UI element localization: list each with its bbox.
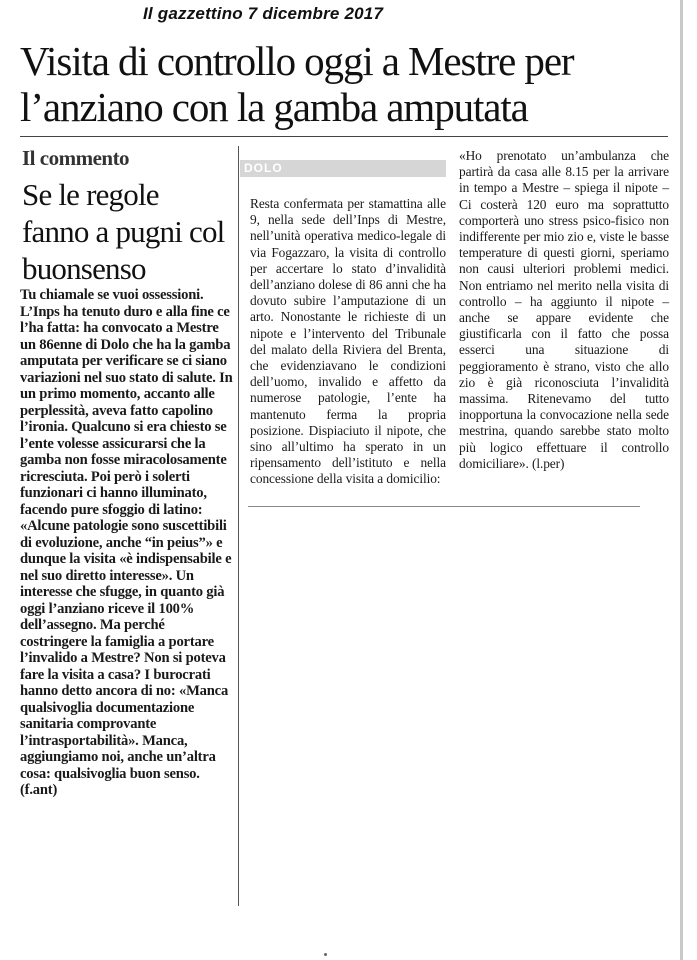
place-tag [240,160,446,177]
article-bottom-rule [248,506,640,507]
article-column-2: «Ho prenotato un’ambulanza che partirà da casa alle 8.15 per la arrivare in tempo a Mestre – spiega il nipote – Ci costerà 120 euro ma soprattutto comporterà uno stress psico-fisico non indifferente per mio zio e, viste le basse temperature di questi giorni, speriamo non causi ulteriori problemi medici. Non entriamo nel merito nella visita di controllo – ha aggiunto il nipote – anche se appare evidente che giustificarla con il fatto che possa esserci una situazione di peggioramento è strano, visto che allo zio è già riconosciuta l’invalidità massima. Ritenevamo del tutto inopportuna la convocazione nella sede mestrina, quando sarebbe stato molto più logico effettuare il controllo domiciliare». (l.per) [459,148,669,471]
source-line: Il gazzettino 7 dicembre 2017 [143,4,384,23]
headline-rule [20,136,668,137]
place-tag-label: DOLO [244,161,283,175]
comment-kicker: Il commento [22,146,130,170]
comment-body: Tu chiamale se vuoi ossessioni. L’Inps ha tenuto duro e alla fine ce l’ha fatta: ha convocato a Mestre un 86enne di Dolo che ha la gamba amputata per verificare se ci siano variazioni nel suo stato di salute. In un primo momento, accanto alle perplessità, aveva fatto capolino l’ironia. Qualcuno si era chiesto se l’ente volesse assicurarsi che la gamba non fosse miracolosamente ricresciuta. Poi però i solerti funzionari ci hanno illuminato, facendo pure sfoggio di latino: «Alcune patologie sono suscettibili di evoluzione, anche “in peius”» e dunque la visita «è indispensabile e nel suo diretto interesse». Un interesse che sfugge, in quanto già oggi l’anziano riceve il 100% dell’assegno. Ma perché costringere la famiglia a portare l’invalido a Mestre? Non si poteva fare la visita a casa? I burocrati hanno detto ancora di no: «Manca qualsivoglia documentazione sanitaria comprovante l’intrasportabilità». Manca, aggiungiamo noi, anche un’altra cosa: qualsivoglia buon senso. (f.ant) [20,287,233,798]
comment-title: Se le regole fanno a pugni col buonsenso [22,177,225,286]
scan-speck [324,953,327,956]
article-column-1: Resta confermata per stamattina alle 9, nella sede dell’Inps di Mestre, nell’unità operativa medico-legale di via Fogazzaro, la visita di controllo per accertare lo stato d’invalidità dell’anziano dolese di 86 anni che ha dovuto subire l’amputazione di un arto. Nonostante le richieste di un nipote e l’intervento del Tribunale del malato della Riviera del Brenta, che evidenziavano le condizioni dell’uomo, invalido e affetto da numerose patologie, l’ente ha mantenuto ferma la propria posizione. Dispiaciuto il nipote, che sino all’ultimo ha sperato in un ripensamento dell’istituto e nella concessione della visita a domicilio: [250,196,446,487]
scan-edge [680,0,683,960]
headline: Visita di controllo oggi a Mestre per l’anziano con la gamba amputata [20,38,574,130]
column-divider [238,146,239,906]
